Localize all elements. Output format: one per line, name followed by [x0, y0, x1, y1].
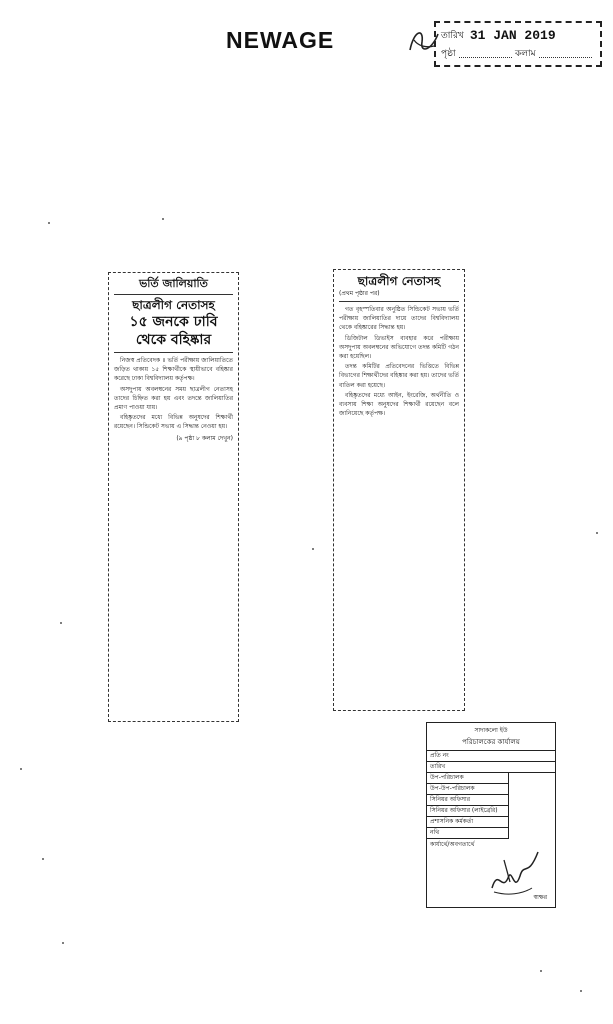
article-paragraph: গত বৃহস্পতিবার অনুষ্ঠিত সিন্ডিকেট সভায় ভর্তি পরীক্ষায় জালিয়াতির দায়ে তাদের বিশ্ববিদ্যালয় থেকে বহিষ্কারের সিদ্ধান্ত হয়। — [339, 306, 459, 332]
continued-on-note: (৯ পৃষ্ঠা ৮ কলাম দেখুন) — [176, 434, 233, 442]
scan-speck — [42, 858, 44, 860]
clipping-kicker: ভর্তি জালিয়াতি — [139, 277, 208, 290]
clipping-subheadline: ১৫ জনকে ঢাবি থেকে বহিষ্কার — [129, 314, 218, 348]
signature-label: স্বাক্ষর — [533, 894, 547, 901]
form-row: সিনিয়র অফিসার (লাইব্রেরি) — [427, 806, 509, 817]
continuation-body — [339, 305, 459, 418]
headline-divider — [114, 352, 233, 353]
scan-speck — [162, 218, 164, 220]
stamp-date-value: 31 JAN 2019 — [469, 27, 556, 43]
scan-speck — [312, 548, 314, 550]
clipping-headline: ছাত্রলীগ নেতাসহ — [132, 298, 215, 312]
form-row: প্রশাসনিক কর্মকর্তা — [427, 817, 509, 828]
article-paragraph: অসদুপায় অবলম্বনের সময় ছাত্রলীগ নেতাসহ তাদের চিহ্নিত করা হয় এবং তদন্তে জালিয়াতির প্রমাণ পাওয়া যায়। — [114, 385, 233, 412]
scan-speck — [62, 942, 64, 944]
news-clipping-front — [108, 272, 239, 722]
form-row: নথি — [427, 828, 509, 839]
continuation-divider — [339, 301, 459, 302]
stamp-page-label: পৃষ্ঠা — [441, 48, 456, 59]
scan-speck — [540, 970, 542, 972]
scan-speck — [20, 768, 22, 770]
publication-name: NEWAGE — [226, 27, 335, 53]
article-paragraph: তদন্ত কমিটির প্রতিবেদনের ভিত্তিতে বিভিন্ন বিভাগের শিক্ষার্থীদের বহিষ্কার করা হয়। তাদের ভর্তি বাতিল করা হয়েছে। — [339, 363, 459, 389]
scan-speck — [48, 222, 50, 224]
continuation-headline: ছাত্রলীগ নেতাসহ — [357, 274, 441, 288]
scan-speck — [60, 622, 62, 624]
stamp-page-line — [459, 49, 512, 58]
continuation-dateline: (প্রথম পৃষ্ঠার পর) — [339, 290, 380, 297]
form-footer: কার্যার্থে/অবগতার্থে — [430, 841, 475, 848]
kicker-divider — [114, 294, 233, 295]
article-paragraph: বহিষ্কৃতদের মধ্যে বিভিন্ন অনুষদের শিক্ষার্থী রয়েছেন। সিন্ডিকেট সভায় এ সিদ্ধান্ত নেওয়া হয়। — [114, 414, 233, 431]
form-row: প্রতি নং — [427, 751, 555, 762]
scan-speck — [580, 990, 582, 992]
article-paragraph: ভর্তি পরীক্ষায় জালিয়াতিতে জড়িত থাকায় ১৫ শিক্ষার্থীকে স্থায়ীভাবে বহিষ্কার করেছে ঢাকা বিশ্ববিদ্যালয় কর্তৃপক্ষ। — [114, 357, 233, 383]
article-paragraph: ডিজিটাল ডিভাইস ব্যবহার করে পরীক্ষায় অসদুপায় অবলম্বনের অভিযোগে তদন্ত কমিটি গঠন করা হয়েছিল। — [339, 334, 459, 361]
date-stamp — [434, 21, 602, 67]
stamp-column-label: কলাম — [514, 48, 536, 59]
form-office: পরিচালকের কার্যালয় — [427, 736, 555, 751]
form-row: তারিখ — [427, 762, 555, 773]
form-row: সিনিয়র অফিসার — [427, 795, 509, 806]
scan-speck — [596, 532, 598, 534]
article-paragraph: বহিষ্কৃতদের মধ্যে আইন, ইংরেজি, অর্থনীতি ও ব্যবসায় শিক্ষা অনুষদের শিক্ষার্থী রয়েছেন বলে জানিয়েছে কর্তৃপক্ষ। — [339, 391, 459, 418]
form-organization: সাদাকলো ইউ — [474, 727, 508, 734]
clipping-body — [114, 356, 233, 432]
news-clipping-continuation — [333, 269, 465, 711]
clipping-dateline: নিজস্ব প্রতিবেদক ॥ — [120, 357, 166, 364]
form-row: উপ-পরিচালক — [427, 773, 509, 784]
form-row: উপ-উপ-পরিচালক — [427, 784, 509, 795]
stamp-date-label: তারিখ — [441, 30, 464, 41]
handwritten-signature-icon — [488, 848, 544, 900]
stamp-column-line — [539, 49, 592, 58]
